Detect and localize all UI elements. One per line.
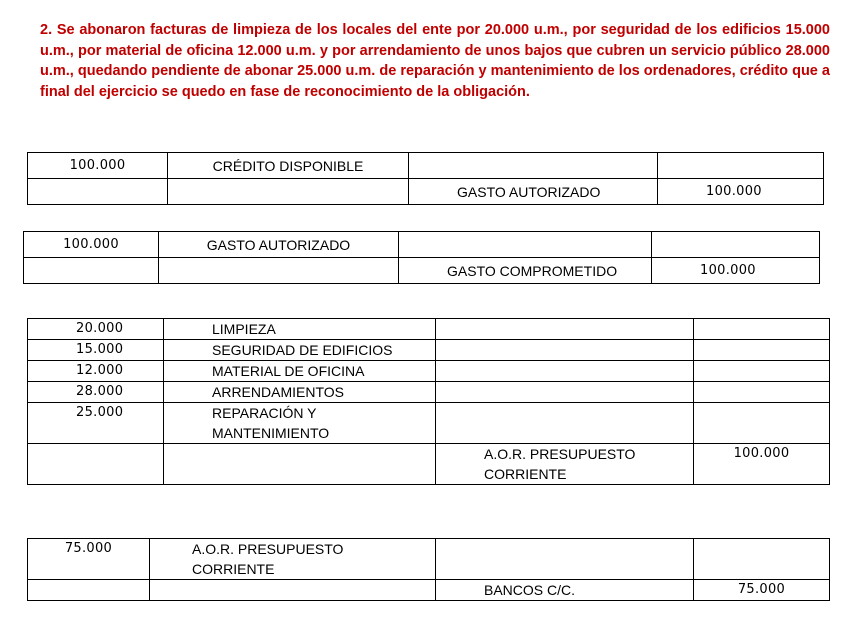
journal-entry-3	[27, 318, 830, 485]
debit-amount: 20.000	[28, 319, 164, 340]
empty-cell	[436, 382, 694, 403]
empty-cell	[694, 382, 830, 403]
debit-account-line: REPARACIÓN Y	[212, 405, 317, 421]
empty-cell	[24, 258, 159, 284]
empty-cell	[436, 340, 694, 361]
debit-account: GASTO AUTORIZADO	[159, 232, 399, 258]
credit-account: GASTO COMPROMETIDO	[399, 258, 652, 284]
debit-account: CRÉDITO DISPONIBLE	[168, 153, 409, 179]
debit-account-line: A.O.R. PRESUPUESTO	[192, 541, 344, 557]
empty-cell	[694, 340, 830, 361]
empty-cell	[409, 153, 658, 179]
table-row	[24, 258, 820, 284]
table-row	[28, 539, 830, 580]
debit-amount: 12.000	[28, 361, 164, 382]
table-row	[28, 361, 830, 382]
credit-account-line: CORRIENTE	[484, 466, 567, 482]
table-row	[28, 340, 830, 361]
table-row	[28, 319, 830, 340]
empty-cell	[168, 179, 409, 205]
empty-cell	[159, 258, 399, 284]
journal-entry-2	[23, 231, 820, 284]
debit-amount: 15.000	[28, 340, 164, 361]
empty-cell	[658, 153, 824, 179]
journal-entry-1	[27, 152, 824, 205]
debit-account: MATERIAL DE OFICINA	[164, 361, 436, 382]
empty-cell	[436, 403, 694, 444]
empty-cell	[28, 580, 150, 601]
credit-account: BANCOS C/C.	[436, 580, 694, 601]
empty-cell	[694, 539, 830, 580]
table-row	[28, 403, 830, 444]
debit-account	[164, 403, 436, 444]
credit-amount: 100.000	[694, 444, 830, 485]
empty-cell	[164, 444, 436, 485]
debit-account-line: CORRIENTE	[192, 561, 275, 577]
debit-amount: 100.000	[28, 153, 168, 179]
debit-amount: 28.000	[28, 382, 164, 403]
debit-amount: 100.000	[24, 232, 159, 258]
journal-entry-4	[27, 538, 830, 601]
credit-amount: 100.000	[652, 258, 820, 284]
empty-cell	[28, 179, 168, 205]
table-row	[24, 232, 820, 258]
credit-amount: 100.000	[658, 179, 824, 205]
debit-account	[150, 539, 436, 580]
debit-account: SEGURIDAD DE EDIFICIOS	[164, 340, 436, 361]
debit-amount: 25.000	[28, 403, 164, 444]
credit-account: GASTO AUTORIZADO	[409, 179, 658, 205]
table-row	[28, 153, 824, 179]
debit-account: LIMPIEZA	[164, 319, 436, 340]
empty-cell	[28, 444, 164, 485]
empty-cell	[694, 319, 830, 340]
empty-cell	[436, 361, 694, 382]
debit-account: ARRENDAMIENTOS	[164, 382, 436, 403]
debit-account-line: MANTENIMIENTO	[212, 425, 330, 441]
credit-account-line: A.O.R. PRESUPUESTO	[484, 446, 636, 462]
empty-cell	[150, 580, 436, 601]
empty-cell	[399, 232, 652, 258]
empty-cell	[652, 232, 820, 258]
empty-cell	[436, 539, 694, 580]
table-row	[28, 444, 830, 485]
empty-cell	[694, 403, 830, 444]
empty-cell	[436, 319, 694, 340]
problem-statement: 2. Se abonaron facturas de limpieza de los locales del ente por 20.000 u.m., por seguridad de los edificios 15.000 u.m., por material de oficina 12.000 u.m. y por arrendamiento de unos bajos que cubren un servicio público 28.000 u.m., quedando pendiente de abonar 25.000 u.m. de reparación y mantenimiento de los ordenadores, crédito que a final del ejercicio se quedo en fase de reconocimiento de la obligación.	[40, 22, 830, 100]
table-row	[28, 382, 830, 403]
credit-amount: 75.000	[694, 580, 830, 601]
credit-account	[436, 444, 694, 485]
table-row	[28, 179, 824, 205]
empty-cell	[694, 361, 830, 382]
debit-amount: 75.000	[28, 539, 150, 580]
table-row	[28, 580, 830, 601]
